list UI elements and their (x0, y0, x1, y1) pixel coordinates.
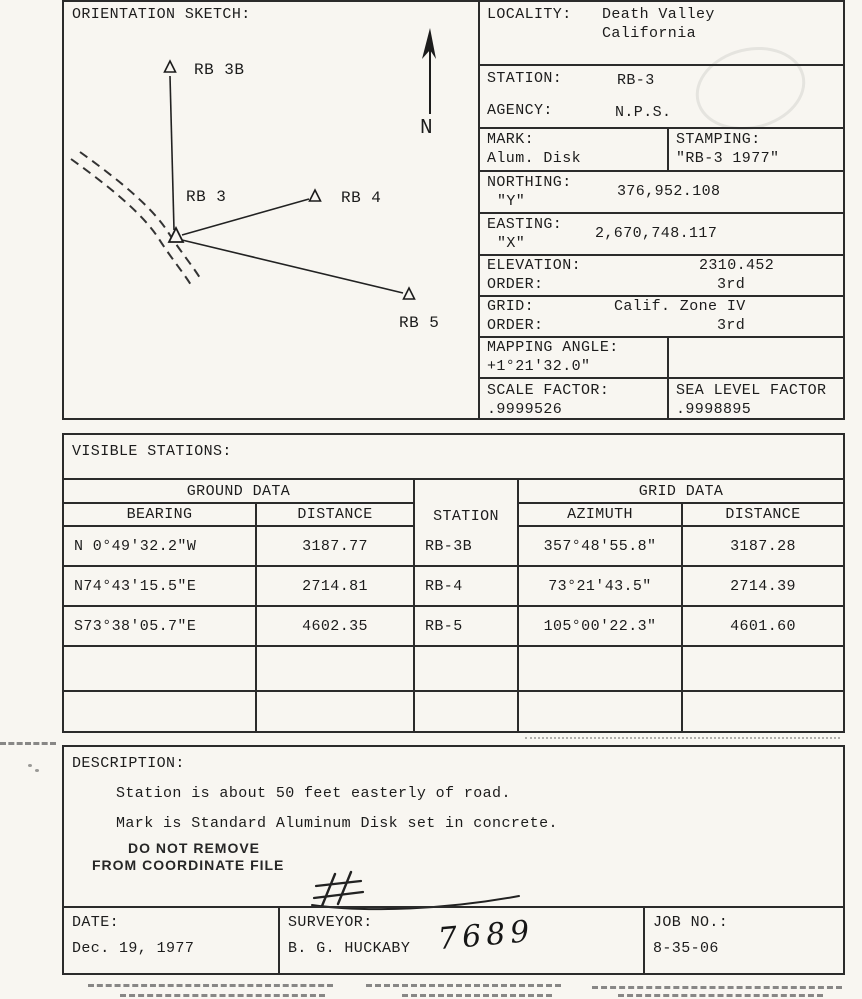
do-not-remove-stamp-line1: DO NOT REMOVE (128, 840, 261, 856)
grid-order-label: ORDER: (487, 317, 544, 334)
mapping-angle-label: MAPPING ANGLE: (487, 339, 619, 356)
table-cell-azimuth (519, 692, 683, 731)
scan-artifact (366, 984, 561, 987)
scan-artifact (525, 737, 840, 739)
road-dashed-line-1 (80, 152, 200, 278)
elevation-label: ELEVATION: (487, 257, 582, 274)
table-cell-bearing: N74°43'15.5"E (64, 567, 257, 607)
table-cell-grid-distance (683, 692, 843, 731)
mapping-angle-row (480, 336, 843, 377)
table-cell-ground-distance: 4602.35 (257, 607, 415, 647)
station-agency-row (480, 64, 843, 127)
sketch-label-rb3b: RB 3B (194, 61, 245, 79)
column-header-azimuth: AZIMUTH (519, 504, 683, 527)
description-line-1: Station is about 50 feet easterly of road. (116, 785, 511, 802)
mapping-angle-value: +1°21'32.0" (487, 358, 591, 375)
agency-value: N.P.S. (615, 104, 672, 121)
orientation-sketch-panel (64, 2, 480, 418)
station-marker-rb4 (310, 190, 321, 201)
grid-label: GRID: (487, 298, 535, 315)
locality-label: LOCALITY: (487, 6, 572, 23)
footer-row (64, 906, 843, 973)
sea-level-factor-label: SEA LEVEL FACTOR (676, 382, 827, 399)
table-cell-bearing: N 0°49'32.2"W (64, 527, 257, 567)
table-cell-azimuth (519, 647, 683, 692)
table-cell-azimuth: 105°00'22.3" (519, 607, 683, 647)
scan-artifact (88, 984, 333, 987)
scan-artifact (120, 994, 325, 997)
do-not-remove-stamp-line2: FROM COORDINATE FILE (92, 857, 285, 873)
table-cell-azimuth: 357°48'55.8" (519, 527, 683, 567)
sketch-label-rb5: RB 5 (399, 314, 440, 332)
description-panel (62, 745, 845, 975)
table-cell-azimuth: 73°21'43.5" (519, 567, 683, 607)
locality-value-line2: California (602, 25, 697, 42)
scale-factor-value: .9999526 (487, 401, 563, 418)
orientation-sketch-drawing (64, 2, 478, 418)
sketch-line-rb3-rb5 (182, 240, 403, 293)
mark-stamping-divider (667, 129, 669, 170)
scale-factor-label: SCALE FACTOR: (487, 382, 610, 399)
easting-label: EASTING: (487, 216, 563, 233)
scan-artifact (35, 769, 39, 772)
scan-artifact (0, 742, 56, 745)
table-cell-bearing: S73°38'05.7"E (64, 607, 257, 647)
elevation-order-label: ORDER: (487, 276, 544, 293)
grid-order-row (480, 295, 843, 336)
northing-label: NORTHING: (487, 174, 572, 191)
grid-value: Calif. Zone IV (614, 298, 746, 315)
station-info-panel (480, 2, 843, 418)
surveyor-value: B. G. HUCKABY (288, 940, 411, 957)
mark-label: MARK: (487, 131, 535, 148)
table-cell-grid-distance: 4601.60 (683, 607, 843, 647)
date-label: DATE: (72, 914, 120, 931)
top-section (62, 0, 845, 420)
job-number-label: JOB NO.: (653, 914, 729, 931)
station-value: RB-3 (617, 72, 655, 89)
grid-order-value: 3rd (717, 317, 746, 334)
orientation-sketch-title: ORIENTATION SKETCH: (72, 6, 251, 23)
column-header-ground-data: GROUND DATA (64, 480, 415, 504)
station-marker-rb3b (165, 61, 176, 72)
table-cell-grid-distance: 3187.28 (683, 527, 843, 567)
northing-row (480, 170, 843, 212)
handwritten-hash-mark (309, 869, 524, 911)
table-cell-grid-distance: 2714.39 (683, 567, 843, 607)
table-cell-grid-distance (683, 647, 843, 692)
mark-stamping-row (480, 127, 843, 170)
column-header-grid-distance: DISTANCE (683, 504, 843, 527)
date-value: Dec. 19, 1977 (72, 940, 195, 957)
surveyor-cell (278, 908, 643, 973)
mark-value: Alum. Disk (487, 150, 582, 167)
table-cell-bearing (64, 647, 257, 692)
agency-label: AGENCY: (487, 102, 553, 119)
easting-value: 2,670,748.117 (595, 225, 718, 242)
elevation-value: 2310.452 (699, 257, 775, 274)
station-marker-rb5 (404, 288, 415, 299)
job-number-value: 8-35-06 (653, 940, 719, 957)
locality-row (480, 2, 843, 64)
table-cell-ground-distance: 3187.77 (257, 527, 415, 567)
elevation-order-row (480, 254, 843, 295)
scan-artifact (618, 994, 823, 997)
job-number-cell (643, 908, 843, 973)
scale-factor-divider (667, 379, 669, 418)
surveyor-license-number-handwritten: 7689 (436, 913, 536, 958)
table-cell-ground-distance (257, 692, 415, 731)
column-header-station: STATION (415, 480, 519, 527)
visible-stations-table (64, 478, 843, 731)
mapping-angle-divider (667, 338, 669, 377)
stamping-label: STAMPING: (676, 131, 761, 148)
column-header-ground-distance: DISTANCE (257, 504, 415, 527)
table-cell-bearing (64, 692, 257, 731)
easting-axis-label: "X" (497, 235, 526, 252)
sketch-label-rb3: RB 3 (186, 188, 227, 206)
scan-artifact (28, 764, 32, 767)
station-label: STATION: (487, 70, 563, 87)
table-cell-station (415, 647, 519, 692)
easting-row (480, 212, 843, 254)
table-cell-station: RB-5 (415, 607, 519, 647)
table-cell-ground-distance: 2714.81 (257, 567, 415, 607)
sea-level-factor-value: .9998895 (676, 401, 752, 418)
description-title: DESCRIPTION: (72, 755, 185, 772)
table-cell-station: RB-3B (415, 527, 519, 567)
table-cell-station (415, 692, 519, 731)
scan-artifact (592, 986, 842, 989)
date-cell (64, 908, 278, 973)
north-label: N (420, 117, 434, 140)
visible-stations-title: VISIBLE STATIONS: (72, 443, 232, 460)
sketch-line-rb3-rb3b (170, 76, 174, 230)
column-header-grid-data: GRID DATA (519, 480, 843, 504)
northing-axis-label: "Y" (497, 193, 526, 210)
stamping-value: "RB-3 1977" (676, 150, 780, 167)
scan-artifact (402, 994, 552, 997)
description-line-2: Mark is Standard Aluminum Disk set in concrete. (116, 815, 558, 832)
sketch-label-rb4: RB 4 (341, 189, 382, 207)
visible-stations-panel (62, 433, 845, 733)
table-cell-ground-distance (257, 647, 415, 692)
locality-value-line1: Death Valley (602, 6, 715, 23)
elevation-order-value: 3rd (717, 276, 746, 293)
column-header-bearing: BEARING (64, 504, 257, 527)
northing-value: 376,952.108 (617, 183, 721, 200)
surveyor-label: SURVEYOR: (288, 914, 373, 931)
scale-factor-row (480, 377, 843, 418)
table-cell-station: RB-4 (415, 567, 519, 607)
